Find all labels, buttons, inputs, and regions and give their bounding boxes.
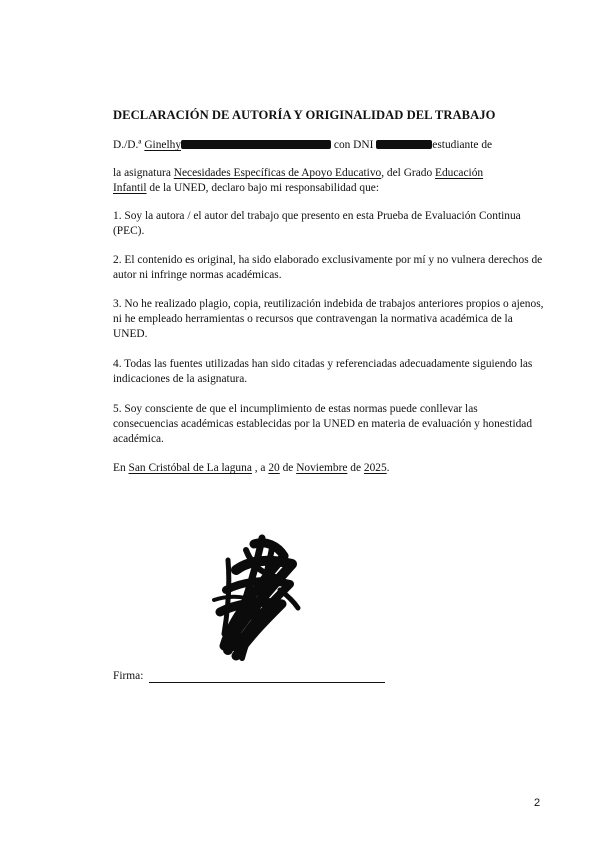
signature-scribble	[206, 530, 308, 662]
intro-suffix: estudiante de	[432, 139, 493, 151]
declaration-item-4: 4. Todas las fuentes utilizadas han sido citadas y referenciadas adecuadamente siguiendo las indicaciones de la asignatura.	[113, 358, 533, 385]
degree-prefix: , del Grado	[381, 167, 436, 179]
subject-prefix: la asignatura	[113, 167, 174, 179]
date-year: 2025	[363, 462, 387, 474]
subject-line-2	[113, 181, 379, 196]
date-sep-2: de	[347, 462, 364, 474]
page-number: 2	[534, 797, 541, 809]
place-date-line	[113, 461, 390, 476]
redacted-surname	[181, 140, 331, 149]
degree-name-part2: Infantil	[113, 182, 147, 194]
signature-label: Firma:	[113, 670, 144, 682]
document-title: DECLARACIÓN DE AUTORÍA Y ORIGINALIDAD DEL TRABAJO	[113, 108, 496, 122]
name-prefix: D./D.ª	[113, 139, 142, 151]
date-end: .	[386, 462, 390, 474]
declaration-item-1: 1. Soy la autora / el autor del trabajo que presento en esta Prueba de Evaluación Continua (PEC).	[113, 210, 521, 237]
place-name: San Cristóbal de La laguna	[128, 462, 252, 474]
declaration-item-3: 3. No he realizado plagio, copia, reutilización indebida de trabajos anteriores propios o ajenos, ni he empleado herramientas o recursos que contravengan la normativa académica de la UNED.	[113, 298, 544, 340]
date-month: Noviembre	[296, 462, 348, 474]
signature-line	[149, 682, 385, 683]
declarant-name: Ginelhy	[144, 139, 182, 151]
declaration-item-5: 5. Soy consciente de que el incumplimiento de estas normas puede conllevar las consecuencias académicas establecidas por la UNED en materia de evaluación y honestidad académica.	[113, 403, 533, 445]
date-prefix: , a	[251, 462, 269, 474]
declarant-line	[113, 138, 492, 153]
subject-name: Necesidades Específicas de Apoyo Educativo	[173, 167, 382, 179]
dni-label: con DNI	[333, 139, 374, 151]
declaration-lead: de la UNED, declaro bajo mi responsabilidad que:	[146, 182, 380, 194]
redacted-dni	[376, 140, 432, 149]
declaration-item-2: 2. El contenido es original, ha sido elaborado exclusivamente por mí y no vulnera derechos de autor ni infringe normas académicas.	[113, 254, 543, 281]
place-prefix: En	[113, 462, 129, 474]
degree-name-part1: Educación	[435, 167, 484, 179]
date-sep-1: de	[279, 462, 297, 474]
date-day: 20	[268, 462, 280, 474]
subject-line	[113, 166, 483, 181]
